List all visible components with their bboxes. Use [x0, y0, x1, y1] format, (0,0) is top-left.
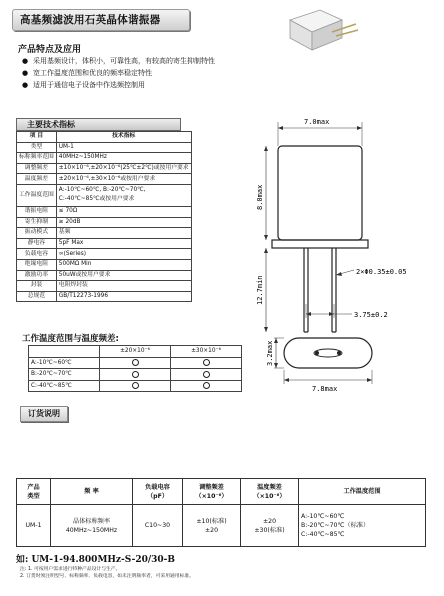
crystal-photo-image [280, 2, 360, 60]
arrow-icon [357, 126, 362, 130]
spec-label: 激励功率 [17, 270, 57, 281]
temp-table-heading: 工作温度范围与温度频差: [22, 334, 119, 344]
temp-cell [100, 369, 171, 381]
order-adjust [183, 505, 241, 547]
spec-value: ∞(Series) [56, 249, 191, 260]
order-example: 如: UM-1-94.800MHz-S-20/30-B [16, 555, 175, 565]
feature-item: ● 采用基频设计，体积小，可靠性高，有较高的寄生抑制特性 [22, 55, 215, 67]
arrow-icon [336, 272, 342, 276]
dim-lead-dia: 2×Φ0.35±0.05 [356, 268, 407, 276]
spec-table [16, 131, 192, 302]
spec-value: ≤ 70Ω [56, 206, 191, 217]
crystal-body [278, 146, 362, 240]
order-adjust-text: ±10(标准) ±20 [196, 517, 227, 534]
arrow-icon [264, 327, 268, 332]
dim-height-body: 8.0max [256, 184, 264, 210]
order-banner: 订货说明 [20, 406, 68, 422]
feature-item: ● 宽工作温度范围和优良的频率稳定特性 [22, 67, 215, 79]
crystal-bottom-view [284, 338, 372, 368]
temp-col-header: ±30×10⁻⁶ [171, 346, 242, 358]
spec-label: 负载电容 [17, 249, 57, 260]
spec-heading: 主要技术指标 [16, 118, 181, 131]
dim-width-bottom: 7.8max [312, 385, 338, 393]
order-header [299, 479, 426, 505]
temp-cell [171, 369, 242, 381]
order-table [16, 478, 426, 547]
order-freq-text: 晶体标称频率 40MHz~150MHz [65, 517, 118, 534]
circle-icon [132, 371, 139, 378]
order-range [299, 505, 426, 547]
order-temp-text: ±20 ±30(标准) [254, 517, 285, 534]
spec-value: 5pF Max [56, 238, 191, 249]
order-header-text: 频 率 [84, 488, 99, 495]
spec-label: 总规范 [17, 291, 57, 302]
spec-value [56, 184, 191, 206]
order-header-text: 温度频差 （×10⁻⁶） [253, 483, 286, 500]
spec-col-value: 技术指标 [56, 132, 191, 143]
spec-label: 寄生抑制 [17, 217, 57, 228]
circle-icon [203, 359, 210, 366]
arrow-icon [274, 363, 278, 368]
order-temp [241, 505, 299, 547]
spec-label: 温度频差 [17, 174, 57, 185]
order-header [133, 479, 183, 505]
circle-icon [203, 371, 210, 378]
spec-label: 工作温度范围 [17, 184, 57, 206]
spec-value: 电阻焊封装 [56, 281, 191, 292]
arrow-icon [367, 378, 372, 382]
spec-col-item: 项 目 [17, 132, 57, 143]
temp-cell [100, 357, 171, 369]
temp-cell [171, 380, 242, 392]
spec-value: 40MHz~150MHz [56, 153, 191, 164]
spec-value: UM-1 [56, 142, 191, 153]
spec-label: 调整频差 [17, 163, 57, 174]
spec-label: 振动模式 [17, 228, 57, 239]
order-header [51, 479, 133, 505]
temp-row-label: C:-40℃~85℃ [29, 380, 100, 392]
temp-row-label: B:-20℃~70℃ [29, 369, 100, 381]
order-type [17, 505, 51, 547]
spec-label: 封装 [17, 281, 57, 292]
temp-col-header: ±20×10⁻⁶ [100, 346, 171, 358]
arrow-icon [278, 126, 283, 130]
dim-lead-length: 12.7min [256, 275, 264, 305]
order-header-text: 工作温度范围 [343, 488, 381, 495]
circle-icon [132, 382, 139, 389]
order-header-text: 调整频差 （×10⁻⁶） [195, 483, 228, 500]
dim-width-top: 7.0max [304, 118, 330, 126]
arrow-icon [264, 146, 268, 151]
arrow-icon [264, 235, 268, 240]
features-heading: 产品特点及应用 [18, 45, 82, 55]
note-line: 2. 订货时须注明型号、标称频率、负载电容，如未注明频率者，可采用通用标准。 [20, 574, 194, 579]
temp-corner-cell [29, 346, 100, 358]
spec-value-line: A:-10℃~60℃, B:-20℃~70℃, [58, 187, 146, 194]
temp-cell [100, 380, 171, 392]
spec-value: 500MΩ Min [56, 259, 191, 270]
spec-label: 类型 [17, 142, 57, 153]
circle-icon [203, 382, 210, 389]
arrow-icon [284, 378, 289, 382]
order-type-text: UM-1 [25, 522, 42, 529]
spec-label: 谐振电阻 [17, 206, 57, 217]
order-header [241, 479, 299, 505]
spec-value: ≥ 20dB [56, 217, 191, 228]
spec-value: 50uW或按用户要求 [56, 270, 191, 281]
spec-value: ±10×10⁻⁶,±20×10⁻⁶(25℃±2℃)或按用户要求 [56, 163, 191, 174]
order-load-text: C10~30 [144, 522, 171, 529]
arrow-icon [264, 248, 268, 253]
crystal-base [272, 240, 368, 248]
order-header [183, 479, 241, 505]
temp-row-label: A:-10℃~60℃ [29, 357, 100, 369]
dimension-drawing [244, 100, 440, 400]
spec-value: ±20×10⁻⁶,±30×10⁻⁶或按用户要求 [56, 174, 191, 185]
spec-value: 基频 [56, 228, 191, 239]
page-title: 高基频滤波用石英晶体谐振器 [12, 9, 190, 31]
order-header [17, 479, 51, 505]
notes [20, 566, 194, 580]
spec-value-line: C:-40℃~85℃或按用户要求 [58, 196, 135, 203]
order-freq [51, 505, 133, 547]
order-header-text: 负载电容 （pF） [145, 483, 170, 500]
feature-item: ● 适用于通信电子设备中作选频控制用 [22, 79, 215, 91]
order-range-text: A:-10℃~60℃ B:-20℃~70℃（标准） C:-40℃~85℃ [301, 513, 370, 538]
circle-icon [132, 359, 139, 366]
order-header-text: 产品 类型 [27, 483, 40, 500]
spec-label: 静电容 [17, 238, 57, 249]
order-load [133, 505, 183, 547]
note-line: 注: 1. 可按用户需求进行特种产品设计与生产。 [20, 567, 121, 572]
dim-thickness: 3.2max [266, 340, 274, 366]
spec-value: GB/T12273-1996 [56, 291, 191, 302]
temp-cell [171, 357, 242, 369]
features-list [22, 55, 215, 91]
spec-label: 绝缘电阻 [17, 259, 57, 270]
dim-pitch: 3.75±0.2 [354, 311, 388, 319]
temp-table [28, 345, 242, 392]
spec-label: 标称频率范围 [17, 153, 57, 164]
arrow-icon [274, 338, 278, 343]
